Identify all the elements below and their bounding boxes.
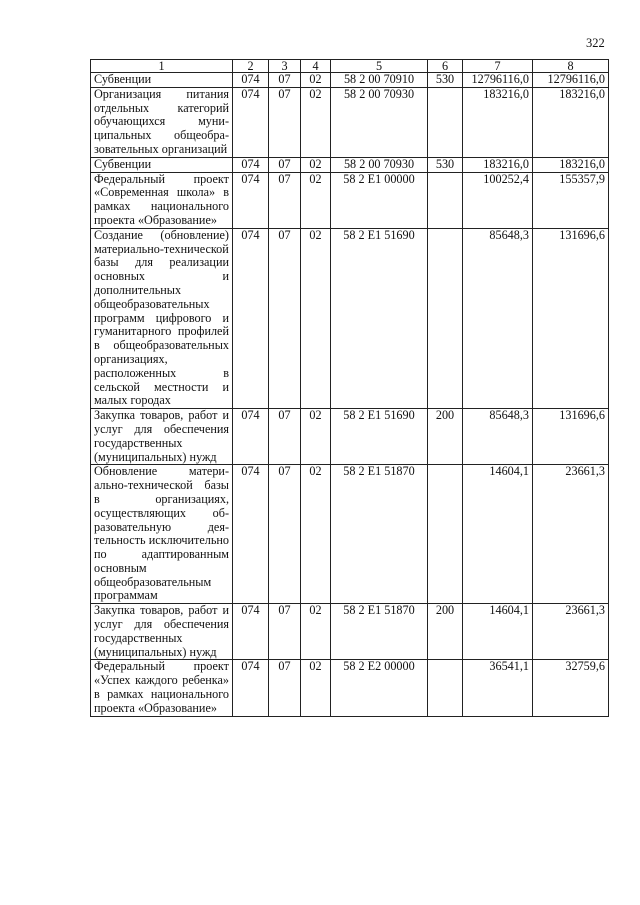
row-ministry-code: 074 <box>233 409 269 465</box>
row-target-article: 58 2 E1 51870 <box>331 465 428 604</box>
table-row <box>91 660 609 716</box>
row-target-article: 58 2 00 70930 <box>331 157 428 172</box>
row-expense-type <box>428 465 463 604</box>
row-name: Обновление материально-технической базы в организациях, осуществляющих образовательную деятельность исключительно по адаптированным основным общеобразовательным программам <box>91 465 233 604</box>
row-subsection: 02 <box>301 604 331 660</box>
row-subsection: 02 <box>301 660 331 716</box>
col-header-7: 7 <box>463 60 533 73</box>
row-amount-year2: 32759,6 <box>533 660 609 716</box>
row-amount-year1: 36541,1 <box>463 660 533 716</box>
col-header-4: 4 <box>301 60 331 73</box>
row-ministry-code: 074 <box>233 465 269 604</box>
row-target-article: 58 2 E1 51870 <box>331 604 428 660</box>
row-subsection: 02 <box>301 228 331 408</box>
row-expense-type <box>428 660 463 716</box>
row-section: 07 <box>269 73 301 88</box>
row-target-article: 58 2 E1 51690 <box>331 228 428 408</box>
table-row <box>91 157 609 172</box>
row-amount-year2: 183216,0 <box>533 157 609 172</box>
row-section: 07 <box>269 87 301 157</box>
row-target-article: 58 2 E1 51690 <box>331 409 428 465</box>
row-ministry-code: 074 <box>233 157 269 172</box>
row-amount-year1: 100252,4 <box>463 172 533 228</box>
row-target-article: 58 2 00 70910 <box>331 73 428 88</box>
row-section: 07 <box>269 409 301 465</box>
row-expense-type <box>428 172 463 228</box>
row-subsection: 02 <box>301 157 331 172</box>
row-name: Субвенции <box>91 157 233 172</box>
row-ministry-code: 074 <box>233 604 269 660</box>
row-section: 07 <box>269 172 301 228</box>
row-ministry-code: 074 <box>233 73 269 88</box>
col-header-8: 8 <box>533 60 609 73</box>
row-expense-type <box>428 228 463 408</box>
row-subsection: 02 <box>301 465 331 604</box>
row-subsection: 02 <box>301 73 331 88</box>
row-name: Федеральный проект «Успех каждого ребенка» в рамках национального проекта «Образование» <box>91 660 233 716</box>
row-subsection: 02 <box>301 409 331 465</box>
row-name: Закупка товаров, работ и услуг для обеспечения государственных (муниципальных) нужд <box>91 604 233 660</box>
row-name: Субвенции <box>91 73 233 88</box>
table-row <box>91 465 609 604</box>
row-expense-type: 200 <box>428 409 463 465</box>
row-amount-year1: 183216,0 <box>463 87 533 157</box>
col-header-6: 6 <box>428 60 463 73</box>
row-expense-type <box>428 87 463 157</box>
row-section: 07 <box>269 465 301 604</box>
col-header-3: 3 <box>269 60 301 73</box>
row-expense-type: 530 <box>428 73 463 88</box>
row-name: Создание (обновление) материально-технической базы для реализации основных и дополнительных общеобразовательных программ цифрового и гуманитарного профилей в общеобразовательных организациях, расположенных в сельской местности и малых городах <box>91 228 233 408</box>
col-header-1: 1 <box>91 60 233 73</box>
table-row <box>91 228 609 408</box>
row-amount-year2: 23661,3 <box>533 465 609 604</box>
row-amount-year1: 14604,1 <box>463 465 533 604</box>
table-body <box>91 73 609 717</box>
row-section: 07 <box>269 228 301 408</box>
row-expense-type: 200 <box>428 604 463 660</box>
row-amount-year2: 131696,6 <box>533 228 609 408</box>
table-row <box>91 172 609 228</box>
row-subsection: 02 <box>301 87 331 157</box>
row-name: Организация питания отдельных категорий обучающихся муниципальных общеобразовательных организаций <box>91 87 233 157</box>
table-header <box>91 60 609 73</box>
row-amount-year2: 131696,6 <box>533 409 609 465</box>
row-amount-year1: 12796116,0 <box>463 73 533 88</box>
row-section: 07 <box>269 604 301 660</box>
row-section: 07 <box>269 157 301 172</box>
row-amount-year1: 14604,1 <box>463 604 533 660</box>
row-amount-year1: 85648,3 <box>463 228 533 408</box>
col-header-5: 5 <box>331 60 428 73</box>
table-row <box>91 604 609 660</box>
row-amount-year2: 155357,9 <box>533 172 609 228</box>
col-header-2: 2 <box>233 60 269 73</box>
row-target-article: 58 2 E1 00000 <box>331 172 428 228</box>
row-subsection: 02 <box>301 172 331 228</box>
row-amount-year2: 12796116,0 <box>533 73 609 88</box>
row-ministry-code: 074 <box>233 87 269 157</box>
row-amount-year1: 85648,3 <box>463 409 533 465</box>
row-section: 07 <box>269 660 301 716</box>
table-row <box>91 73 609 88</box>
row-target-article: 58 2 00 70930 <box>331 87 428 157</box>
row-name: Федеральный проект «Современная школа» в рамках национального проекта «Образование» <box>91 172 233 228</box>
row-amount-year1: 183216,0 <box>463 157 533 172</box>
table-row <box>91 87 609 157</box>
row-name: Закупка товаров, работ и услуг для обеспечения государственных (муниципальных) нужд <box>91 409 233 465</box>
row-amount-year2: 183216,0 <box>533 87 609 157</box>
table-row <box>91 409 609 465</box>
budget-table <box>90 59 609 717</box>
row-amount-year2: 23661,3 <box>533 604 609 660</box>
row-ministry-code: 074 <box>233 172 269 228</box>
header-row <box>91 60 609 73</box>
row-target-article: 58 2 E2 00000 <box>331 660 428 716</box>
page-number: 322 <box>586 36 605 50</box>
row-expense-type: 530 <box>428 157 463 172</box>
row-ministry-code: 074 <box>233 660 269 716</box>
row-ministry-code: 074 <box>233 228 269 408</box>
